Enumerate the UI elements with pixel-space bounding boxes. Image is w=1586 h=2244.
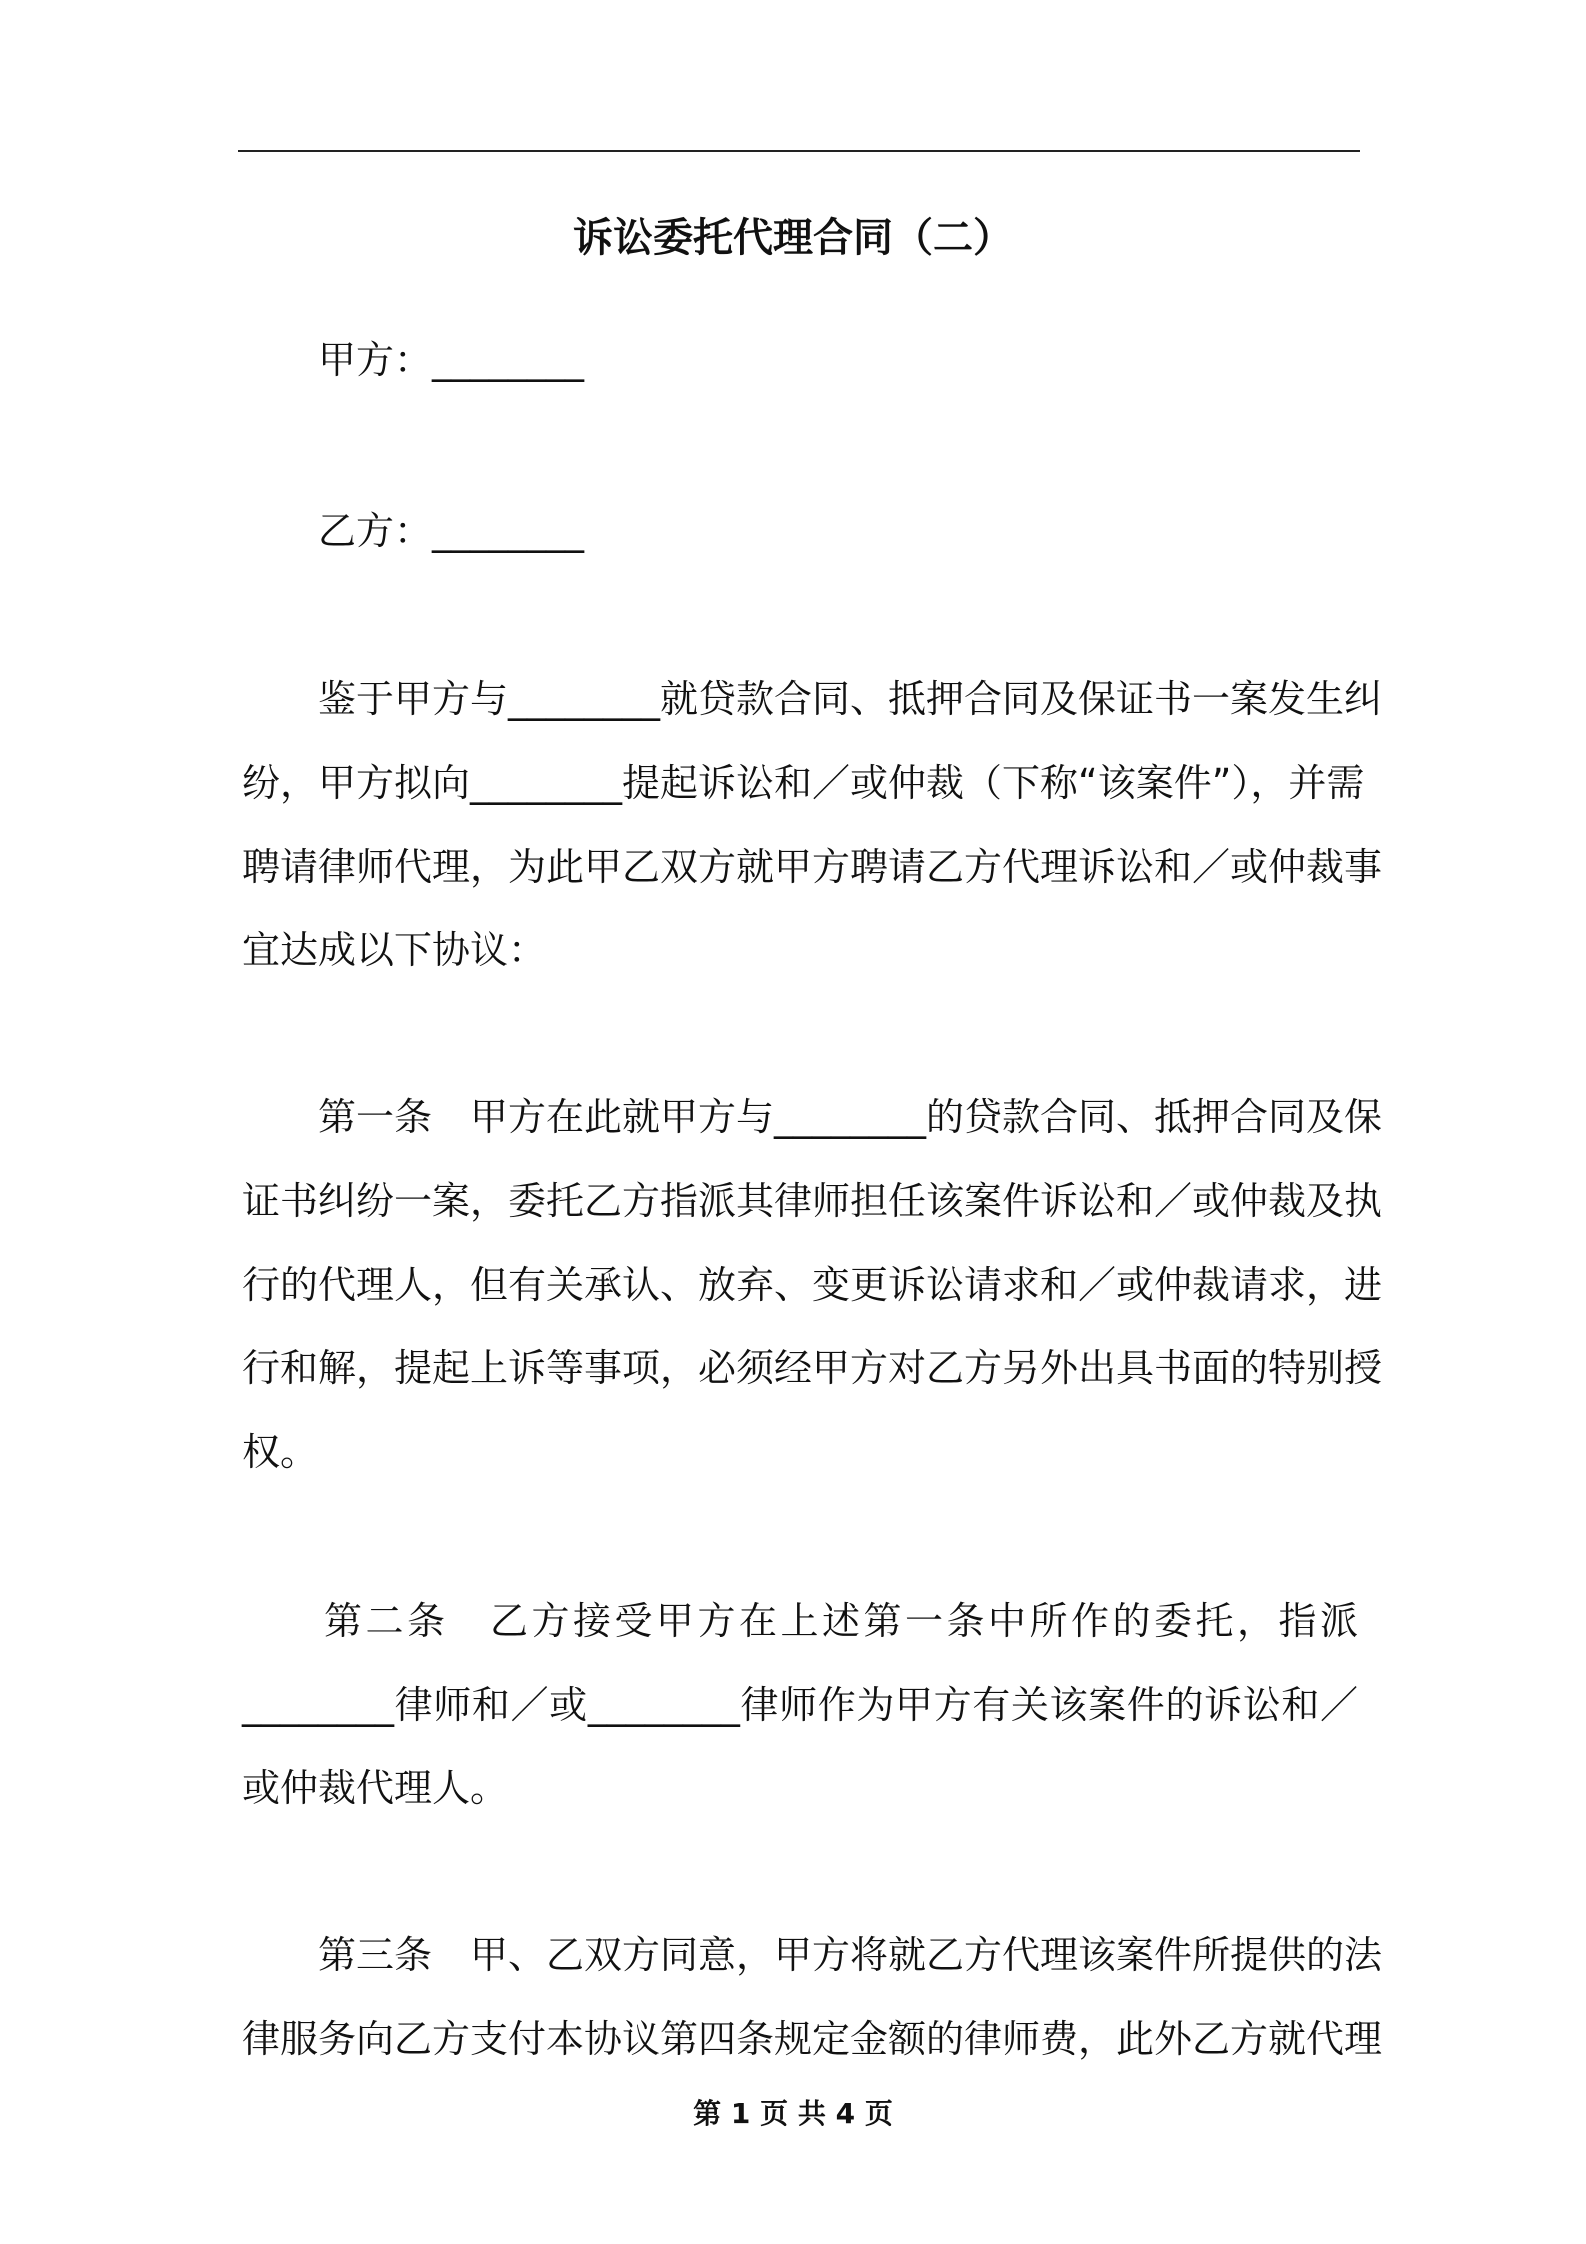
article1-line: 行和解，提起上诉等事项，必须经甲方对乙方另外出具书面的特别授 [242,1346,1383,1390]
article1-line: 行的代理人，但有关承认、放弃、变更诉讼请求和／或仲裁请求，进 [242,1263,1383,1307]
article2-line: ________律师和／或________律师作为甲方有关该案件的诉讼和／ [242,1683,1358,1727]
preamble-line: 宜达成以下协议： [242,928,547,972]
article1-line: 权。 [242,1430,319,1474]
header-rule [238,150,1360,152]
article2-line: 第二条 乙方接受甲方在上述第一条中所作的委托，指派 [324,1599,1358,1643]
article3-line: 第三条 甲、乙双方同意，甲方将就乙方代理该案件所提供的法 [318,1933,1383,1977]
document-title: 诉讼委托代理合同（二） [573,215,1013,261]
preamble-line: 聘请律师代理，为此甲乙双方就甲方聘请乙方代理诉讼和／或仲裁事 [242,845,1383,889]
preamble-line: 纷，甲方拟向________提起诉讼和／或仲裁（下称“该案件”），并需 [242,761,1365,805]
article2-line: 或仲裁代理人。 [242,1766,509,1810]
article1-line: 证书纠纷一案，委托乙方指派其律师担任该案件诉讼和／或仲裁及执 [242,1179,1383,1223]
party-b-line: 乙方：________ [318,509,585,553]
preamble-line: 鉴于甲方与________就贷款合同、抵押合同及保证书一案发生纠 [318,677,1383,721]
party-a-line: 甲方：________ [318,338,585,382]
page-footer: 第 1 页 共 4 页 [693,2097,893,2130]
article3-line: 律服务向乙方支付本协议第四条规定金额的律师费，此外乙方就代理 [242,2017,1383,2061]
article1-line: 第一条 甲方在此就甲方与________的贷款合同、抵押合同及保 [318,1095,1383,1139]
